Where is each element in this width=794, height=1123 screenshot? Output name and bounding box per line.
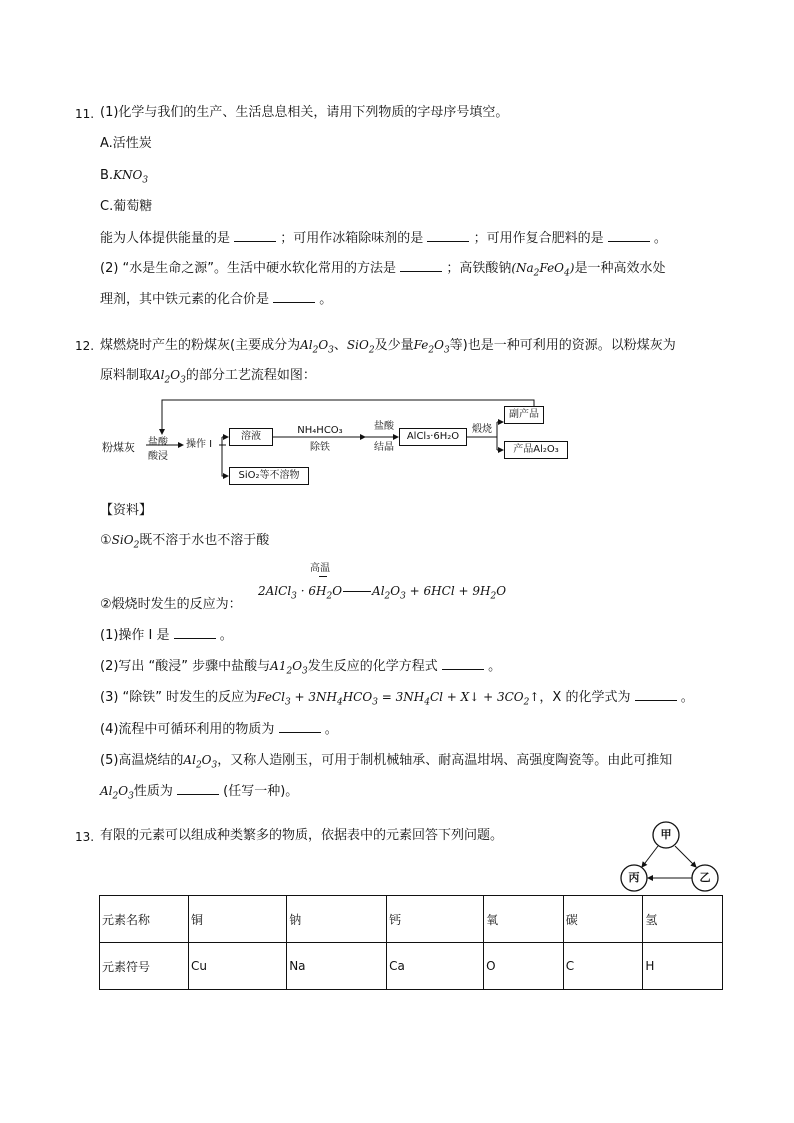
q11-option-c: C.葡萄糖 [100, 199, 153, 214]
table-cell: 氧 [484, 896, 564, 943]
q12-sub1-end: 。 [219, 628, 233, 643]
flow-hcl-top: 盐酸 [374, 421, 394, 432]
q12-line2-b: 的部分工艺流程如图： [185, 368, 316, 383]
q12-line1-b: 及少量 [374, 338, 414, 353]
table-cell: O [484, 943, 564, 990]
q12-sub5-d: (任写一种)。 [223, 784, 299, 799]
reference-1-text: 既不溶于水也不溶于酸 [139, 533, 270, 548]
node-yi: 乙 [699, 871, 711, 884]
flow-hcl-bottom: 结晶 [374, 442, 394, 453]
q12-number: 12. [75, 339, 95, 353]
reference-1-mark: ① [100, 533, 112, 548]
answer-blank-9[interactable] [279, 720, 321, 733]
q11-part1-marker: (1) [100, 105, 119, 120]
table-cell: 钠 [287, 896, 387, 943]
reference-title: 【资料】 [100, 503, 153, 518]
flow-residue-box: SiO₂等不溶物 [229, 467, 309, 485]
formula-sio2: SiO$_2$ [346, 338, 375, 356]
flow-calcine-label: 煅烧 [472, 424, 492, 435]
q12-line2-a: 原料制取 [100, 368, 153, 383]
q12-sub2-end: 。 [488, 659, 502, 674]
table-cell: 氢 [643, 896, 723, 943]
q12-sub5-line1 [100, 751, 672, 774]
q11-part2-a: (2) “水是生命之源”。生活中硬水软化常用的方法是 [100, 261, 397, 276]
flow-byproduct-box: 副产品 [504, 406, 544, 424]
flow-acid-top: 盐酸 [148, 437, 168, 448]
flow-reagent-bottom: 除铁 [310, 442, 330, 453]
answer-blank-6[interactable] [174, 626, 216, 639]
q13-number: 13. [75, 830, 95, 844]
flow-solution-box: 溶液 [229, 428, 273, 446]
table-cell: Ca [387, 943, 484, 990]
q12-sub1 [100, 626, 233, 645]
q12-line1-c: 等)也是一种可利用的资源。以粉煤灰为 [449, 338, 676, 353]
q11-option-a: A.活性炭 [100, 136, 152, 151]
reference-item-2 [100, 596, 242, 614]
q11-fill1-a: 能为人体提供能量的是 [100, 231, 231, 246]
element-table [99, 895, 723, 990]
reference-item-1 [100, 531, 269, 554]
table-row [100, 896, 723, 943]
q12-sub4 [100, 720, 338, 739]
q12-sub5-c: 性质为 [133, 784, 173, 799]
reference-2-text: 煅烧时发生的反应为： [111, 597, 242, 612]
table-row [100, 943, 723, 990]
q12-line1-sep: 、 [333, 338, 347, 353]
q12-line1-a: 煤燃烧时产生的粉煤灰(主要成分为 [100, 338, 301, 353]
q12-sub3 [100, 688, 694, 711]
q12-sub4-end: 。 [324, 722, 338, 737]
q12-sub3-a: (3) “除铁” 时发生的反应为 [100, 690, 258, 705]
table-cell: Na [287, 943, 387, 990]
equation-condition-tick [319, 576, 327, 577]
flow-start-label: 粉煤灰 [102, 441, 135, 454]
q12-sub2-a: (2)写出 “酸浸” 步骤中盐酸与 [100, 659, 271, 674]
formula-sio2: SiO$_2$ [111, 533, 140, 551]
q11-fill1-b: ；可用作冰箱除味剂的是 [280, 231, 424, 246]
q11-number: 11. [75, 107, 95, 121]
q13-text: 有限的元素可以组成种类繁多的物质，依据表中的元素回答下列问题。 [100, 828, 504, 843]
q12-sub5-b: ，又称人造刚玉，可用于制机械轴承、耐高温坩埚、高强度陶瓷等。由此可推知 [217, 753, 673, 768]
q12-sub5-line2 [100, 782, 298, 805]
flow-acid-bottom: 酸浸 [148, 451, 168, 462]
table-cell: C [563, 943, 643, 990]
q11-fill1-c: ；可用作复合肥料的是 [473, 231, 604, 246]
formula-al2o3: $Al_2O_3$ [300, 338, 334, 356]
flow-op1-label: 操作 I [186, 439, 213, 450]
formula-al2o3: $A1_2O_3$ [270, 659, 308, 677]
formula-fe2o3: $Fe_2O_3$ [413, 338, 450, 356]
iron-removal-equation: FeCl$_3$ + $3NH_4HCO_3 = 3NH_4Cl$ + X↓ + $3CO_2↑$ [257, 690, 540, 708]
equation-condition: 高温 [310, 563, 330, 574]
table-cell: 钙 [387, 896, 484, 943]
q12-sub3-end: 。 [680, 690, 694, 705]
q11-option-b-prefix: B. [100, 168, 114, 183]
node-jia: 甲 [660, 828, 672, 841]
flow-product-box: 产品Al₂O₃ [504, 441, 568, 459]
reference-2-mark: ② [100, 597, 112, 612]
table-cell: 碳 [563, 896, 643, 943]
q11-intro-text: 化学与我们的生产、生活息息相关，请用下列物质的字母序号填空。 [118, 105, 509, 120]
q11-part2-b: ；高铁酸钠 [446, 261, 512, 276]
table-cell: H [643, 943, 723, 990]
table-cell: Cu [189, 943, 287, 990]
answer-blank-10[interactable] [177, 782, 219, 795]
calcination-equation: 2AlCl$_3$ · $6H_2O$ $Al_2O_3 + 6HCl + 9H_2O$ [258, 584, 507, 602]
formula-kno3: $KNO_3$ [113, 168, 149, 186]
flow-crystal-box: AlCl₃·6H₂O [399, 428, 467, 446]
flow-reagent-top: NH₄HCO₃ [297, 425, 343, 436]
q11-fill1-end: 。 [653, 231, 667, 246]
q12-sub2-b: 发生反应的化学方程式 [307, 659, 438, 674]
formula-na2feo4: $(Na_2FeO_4)$ [511, 261, 575, 279]
formula-al2o3: $Al_2O_3$ [183, 753, 218, 771]
table-cell: 元素符号 [100, 943, 189, 990]
formula-al2o3: $Al_2O_3$ [100, 784, 134, 802]
formula-al2o3: $Al_2O_3$ [152, 368, 186, 386]
q11-part2-line2-text: 理剂，其中铁元素的化合价是 [100, 292, 270, 307]
q11-part2-end: 。 [319, 292, 333, 307]
table-cell: 铜 [189, 896, 287, 943]
answer-blank-7[interactable] [442, 657, 484, 670]
q12-sub5-a: (5)高温烧结的 [100, 753, 184, 768]
table-cell: 元素名称 [100, 896, 189, 943]
q12-sub4-text: (4)流程中可循环利用的物质为 [100, 722, 275, 737]
node-bing: 丙 [628, 871, 640, 884]
q11-part2-c: 是一种高效水处 [574, 261, 666, 276]
q12-sub3-b: ，X 的化学式为 [539, 690, 631, 705]
answer-blank-8[interactable] [635, 688, 677, 701]
q12-sub1-text: (1)操作 I 是 [100, 628, 170, 643]
q12-sub2 [100, 657, 501, 680]
